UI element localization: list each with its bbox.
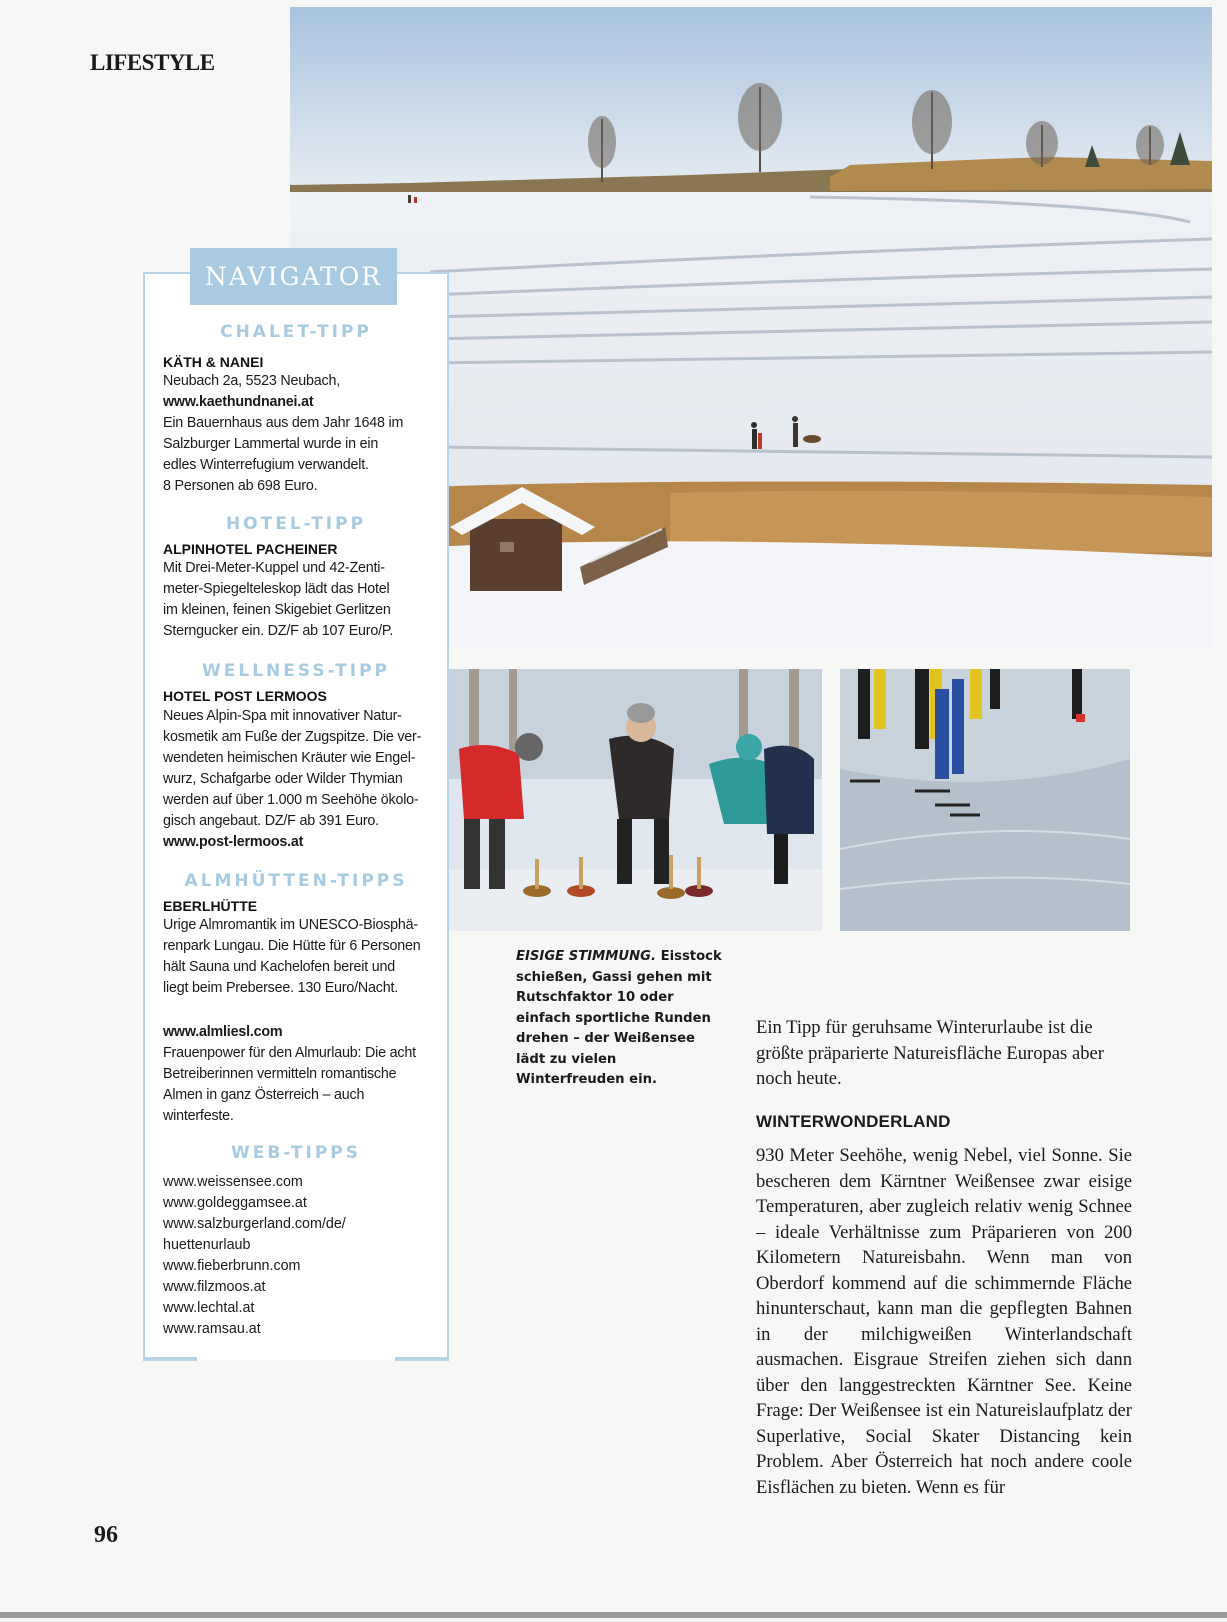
speed-skaters-photo bbox=[840, 669, 1130, 931]
wellness-description: wurz, Schafgarbe oder Wilder Thymian bbox=[163, 771, 403, 787]
chalet-tipp-heading: CHALET-TIPP bbox=[220, 322, 372, 342]
hotel-name: ALPINHOTEL PACHEINER bbox=[163, 541, 338, 557]
almhuetten-name: EBERLHÜTTE bbox=[163, 898, 258, 914]
almhuetten-tipp-heading: ALMHÜTTEN-TIPPS bbox=[184, 871, 408, 891]
article-body: 930 Meter Seehöhe, wenig Nebel, viel Sonne. Sie bescheren dem Kärntner Weißensee zwar eisige Temperaturen, aber zugleich relativ wenig Schnee – ideale Verhältnisse zum Präparieren von 200 Kilometern Natureisbahn. Wenn man von Oberdorf kommend auf die schimmernde Fläche hinunterschaut, kann man die gepflegten Bahnen in der milchigweißen Winterlandschaft ausmachen. Eisgraue Streifen ziehen sich dann über den langgestreckten Kärntner See. Keine Frage: Der Weißensee ist ein Natureislaufplatz der Superlative, Social Skater Distancing kein Problem. Aber Österreich hat noch andere coole Eisflächen zu bieten. Wenn es für bbox=[756, 1145, 1132, 1498]
chalet-name: KÄTH & NANEI bbox=[163, 354, 264, 370]
almhuetten-price: liegt beim Prebersee. 130 Euro/Nacht. bbox=[163, 980, 398, 996]
hotel-price: Sterngucker ein. DZ/F ab 107 Euro/P. bbox=[163, 623, 394, 639]
almliesl-text bbox=[163, 1022, 438, 1127]
chalet-description: Salzburger Lammertal wurde in ein bbox=[163, 436, 379, 452]
photo-caption bbox=[516, 947, 726, 1091]
caption-lead: EISIGE STIMMUNG. bbox=[516, 949, 656, 964]
hotel-description: Mit Drei-Meter-Kuppel und 42-Zenti- bbox=[163, 560, 385, 576]
web-link[interactable]: www.lechtal.at bbox=[163, 1300, 255, 1316]
web-link[interactable]: www.salzburgerland.com/de/ bbox=[163, 1216, 346, 1232]
hotel-description: im kleinen, feinen Skigebiet Gerlitzen bbox=[163, 602, 391, 618]
navigator-title: NAVIGATOR bbox=[190, 248, 397, 305]
web-link[interactable]: huettenurlaub bbox=[163, 1237, 251, 1253]
almhuetten-description: renpark Lungau. Die Hütte für 6 Personen bbox=[163, 938, 421, 954]
almliesl-description: Betreiberinnen vermitteln romantische bbox=[163, 1066, 397, 1082]
chalet-description: Ein Bauernhaus aus dem Jahr 1648 im bbox=[163, 415, 404, 431]
web-link[interactable]: www.goldeggamsee.at bbox=[163, 1195, 307, 1211]
wellness-description: wendeten heimischen Kräuter wie Engel- bbox=[163, 750, 416, 766]
caption-text: Eisstock schießen, Gassi gehen mit Rutschfaktor 10 oder einfach sportliche Runden drehen – der Weißensee lädt zu vielen Winterfreuden ein. bbox=[516, 949, 722, 1087]
navigator-top-rule bbox=[143, 272, 190, 274]
hotel-text bbox=[163, 558, 438, 642]
wellness-text bbox=[163, 706, 438, 853]
navigator-top-rule bbox=[397, 272, 449, 274]
article-intro: Ein Tipp für geruhsame Winterurlaube ist die größte präparierte Natureisfläche Europas aber noch heute. bbox=[756, 1017, 1104, 1089]
section-label: LIFESTYLE bbox=[90, 50, 215, 75]
wellness-link[interactable]: www.post-lermoos.at bbox=[163, 834, 304, 850]
web-tipps-heading: WEB-TIPPS bbox=[231, 1143, 361, 1163]
page-number: 96 bbox=[94, 1522, 118, 1548]
almliesl-description: Frauenpower für den Almurlaub: Die acht bbox=[163, 1045, 416, 1061]
wellness-name: HOTEL POST LERMOOS bbox=[163, 688, 327, 704]
almliesl-link[interactable]: www.almliesl.com bbox=[163, 1024, 283, 1040]
web-link[interactable]: www.filzmoos.at bbox=[163, 1279, 266, 1295]
chalet-address: Neubach 2a, 5523 Neubach, bbox=[163, 373, 341, 389]
wellness-tipp-heading: WELLNESS-TIPP bbox=[202, 661, 390, 681]
navigator-bottom-rule bbox=[143, 1357, 197, 1361]
wellness-description: werden auf über 1.000 m Seehöhe ökolo- bbox=[163, 792, 419, 808]
curling-photo bbox=[449, 669, 822, 931]
web-links-list bbox=[163, 1172, 346, 1340]
almhuetten-description: Urige Almromantik im UNESCO-Biosphä- bbox=[163, 917, 418, 933]
almliesl-description: Almen in ganz Österreich – auch bbox=[163, 1087, 365, 1103]
chalet-text bbox=[163, 371, 438, 497]
navigator-bottom-rule bbox=[395, 1357, 449, 1361]
hotel-tipp-heading: HOTEL-TIPP bbox=[225, 514, 367, 534]
chalet-price: 8 Personen ab 698 Euro. bbox=[163, 478, 318, 494]
wellness-description: kosmetik am Fuße der Zugspitze. Die ver- bbox=[163, 729, 422, 745]
chalet-description: edles Winterrefugium verwandelt. bbox=[163, 457, 369, 473]
almliesl-description: winterfeste. bbox=[163, 1108, 234, 1124]
almhuetten-text bbox=[163, 915, 438, 999]
bottom-rule bbox=[0, 1612, 1227, 1618]
article-subheading: WINTERWONDERLAND bbox=[756, 1112, 951, 1131]
chalet-link[interactable]: www.kaethundnanei.at bbox=[163, 394, 314, 410]
wellness-price: gisch angebaut. DZ/F ab 391 Euro. bbox=[163, 813, 379, 829]
wellness-description: Neues Alpin-Spa mit innovativer Natur- bbox=[163, 708, 402, 724]
web-link[interactable]: www.fieberbrunn.com bbox=[163, 1258, 301, 1274]
web-link[interactable]: www.ramsau.at bbox=[163, 1321, 261, 1337]
almhuetten-description: hält Sauna und Kachelofen bereit und bbox=[163, 959, 396, 975]
hotel-description: meter-Spiegelteleskop lädt das Hotel bbox=[163, 581, 390, 597]
web-link[interactable]: www.weissensee.com bbox=[163, 1174, 303, 1190]
